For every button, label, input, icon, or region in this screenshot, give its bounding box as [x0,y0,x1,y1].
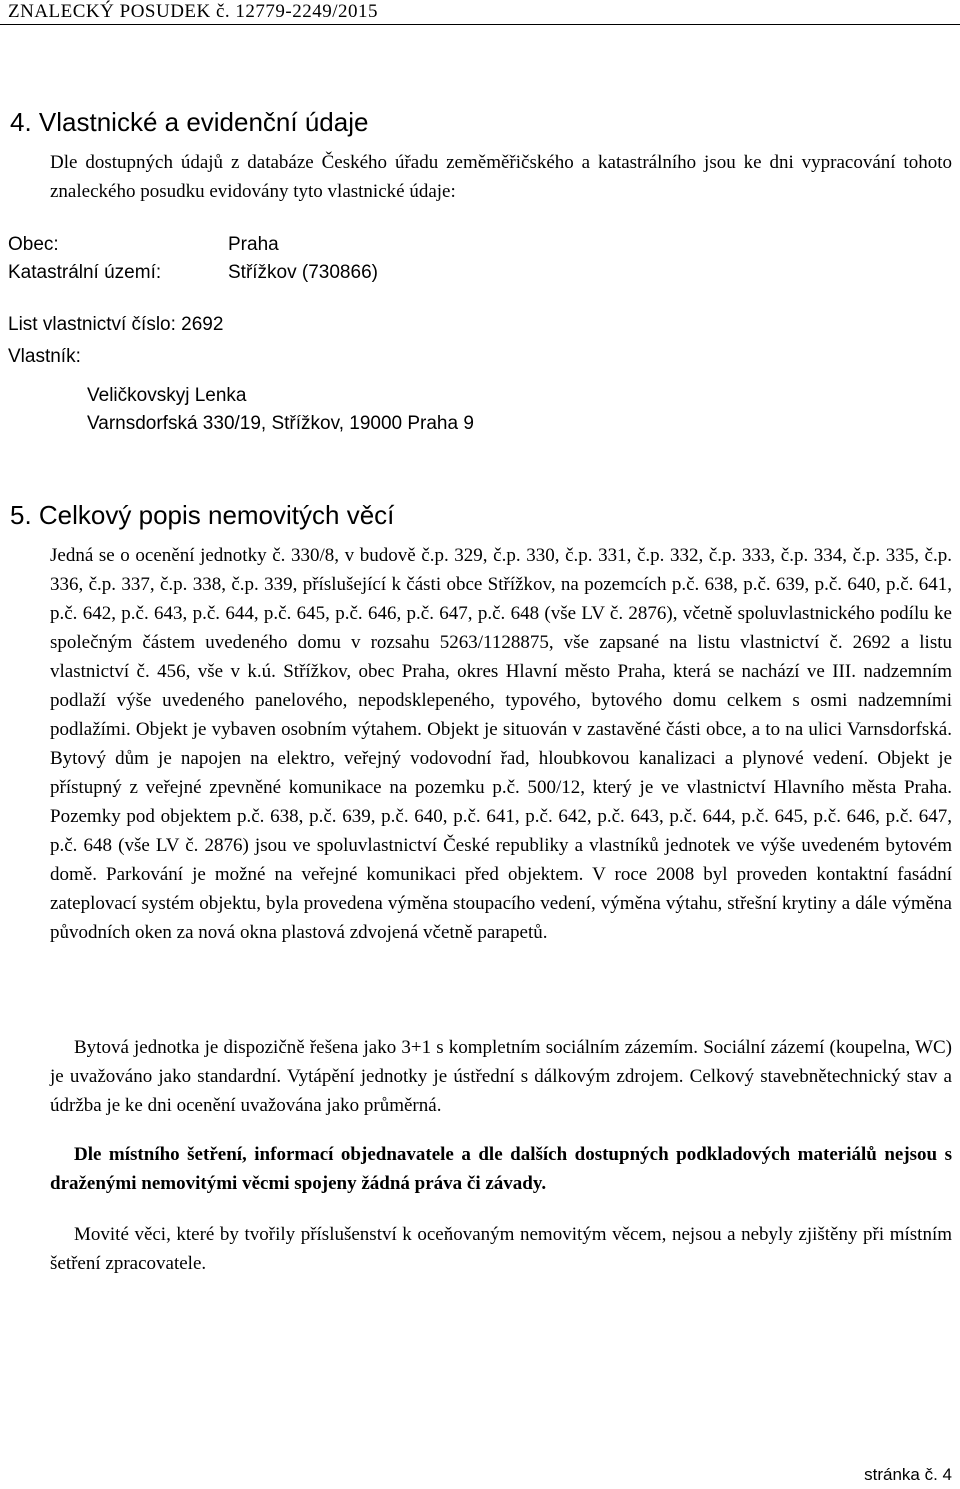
obec-label: Obec: [8,234,59,255]
owner-label: Vlastník: [8,346,81,367]
lv-value: 2692 [181,314,224,335]
page-header [0,0,960,25]
owner-name: Veličkovskyj Lenka [87,385,247,406]
section-4-heading: 4. Vlastnické a evidenční údaje [10,107,369,137]
rights-statement: Dle místního šetření, informací objednavatele a dle dalších dostupných podkladových materiálů nejsou s draženými nemovitými věcmi spojeny žádná práva či závady. [50,1144,952,1194]
unit-description: Bytová jednotka je dispozičně řešena jako 3+1 s kompletním sociálním zázemím. Sociální zázemí (koupelna, WC) je uvažováno jako standardní. Vytápění jednotky je ústřední s dálkovým zdrojem. Celkový stavebnětechnický stav a údržba je ke dni ocenění uvažována jako průměrná. [50,1037,952,1116]
movables-statement: Movité věci, které by tvořily příslušenství k oceňovaným nemovitým věcem, nejsou a nebyly zjištěny při místním šetření zpracovatele. [50,1224,952,1274]
owner-address: Varnsdorfská 330/19, Střížkov, 19000 Praha 9 [87,413,474,434]
section-5-description: Jedná se o ocenění jednotky č. 330/8, v budově č.p. 329, č.p. 330, č.p. 331, č.p. 332, č.p. 333, č.p. 334, č.p. 335, č.p. 336, č.p. 337, č.p. 338, č.p. 339, příslušející k části obce Střížkov, na pozemcích p.č. 638, p.č. 639, p.č. 640, p.č. 641, p.č. 642, p.č. 643, p.č. 644, p.č. 645, p.č. 646, p.č. 647, p.č. 648 (vše LV č. 2876), včetně spoluvlastnického podílu ke společným částem uvedeného domu v rozsahu 5263/1128875, vše zapsané na listu vlastnictví č. 2692 a listu vlastnictví č. 456, vše v k.ú. Střížkov, obec Praha, okres Hlavní město Praha, která se nachází ve III. nadzemním podlaží výše uvedeného panelového, nepodsklepeného, typového, bytového domu celkem s osmi nadzemními podlažími. Objekt je vybaven osobním výtahem. Objekt je situován v zastavěné části obce, a to na ulici Varnsdorfská. Bytový dům je napojen na elektro, veřejný vodovodní řad, hloubkovou kanalizaci a plynové vedení. Objekt je přístupný z veřejné zpevněné komunikace na pozemku p.č. 500/12, který je ve vlastnictví Hlavního města Praha. Pozemky pod objektem p.č. 638, p.č. 639, p.č. 640, p.č. 641, p.č. 642, p.č. 643, p.č. 644, p.č. 645, p.č. 646, p.č. 647, p.č. 648 (vše LV č. 2876) jsou ve spoluvlastnictví České republiky a vlastníků jednotek ve výše uvedeném bytovém domě. Parkování je možné na veřejné komunikaci před objektem. V roce 2008 byl proveden kontaktní fasádní zateplovací systém objektu, byla provedena výměna stoupacího vedení, výměna výtahu, střešní krytiny a dále výměna původních oken za nová okna plastová zdvojená včetně parapetů. [50,545,952,943]
lv-label: List vlastnictví číslo: [8,314,176,335]
katastralni-uzemi-label: Katastrální území: [8,262,162,283]
obec-value: Praha [228,234,279,255]
list-vlastnictvi [8,314,223,336]
katastralni-uzemi-value: Střížkov (730866) [228,262,378,283]
page-number: stránka č. 4 [864,1465,952,1484]
section-4-intro: Dle dostupných údajů z databáze Českého úřadu zeměměřičského a katastrálního jsou ke dni vypracování tohoto znaleckého posudku evidovány tyto vlastnické údaje: [50,152,952,202]
section-5-heading: 5. Celkový popis nemovitých věcí [10,500,395,530]
document-title: ZNALECKÝ POSUDEK č. 12779-2249/2015 [8,1,379,22]
